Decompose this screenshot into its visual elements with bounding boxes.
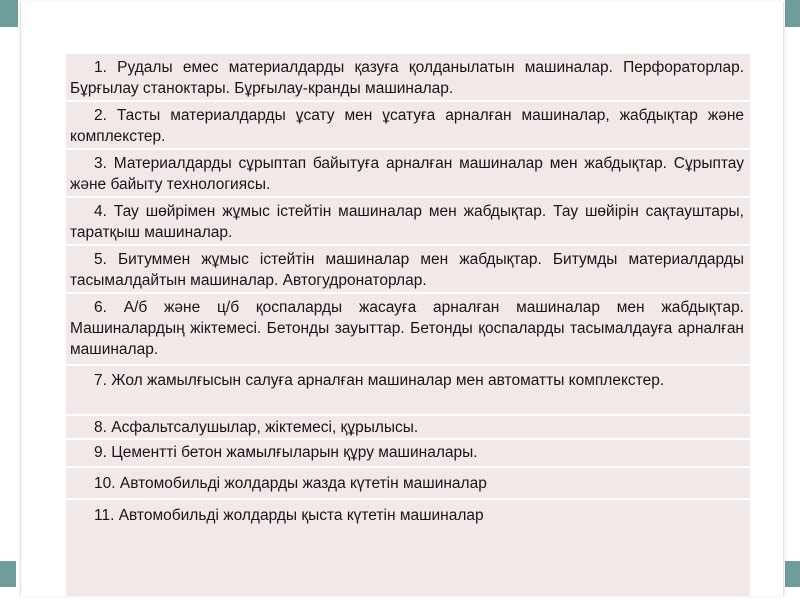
table-row xyxy=(66,198,750,246)
row-text: 2. Тасты материалдарды ұсату мен ұсатуға арналған машиналар, жабдықтар және комплекстер. xyxy=(70,107,744,145)
row-text: 11. Автомобильді жолдарды қыста күтетін машиналар xyxy=(94,507,484,524)
accent-bar-bottom-right xyxy=(785,561,800,587)
table-row xyxy=(66,246,750,294)
table-row xyxy=(66,468,750,500)
table-row xyxy=(66,440,750,468)
table-row xyxy=(66,500,750,596)
table-row xyxy=(66,150,750,198)
row-text: 9. Цементті бетон жамылғыларын құру машиналары. xyxy=(94,444,478,461)
table-row xyxy=(66,366,750,416)
row-text: 3. Материалдарды сұрыптап байытуға арналған машиналар мен жабдықтар. Сұрыптау және байыту технологиясы. xyxy=(70,155,744,193)
row-text: 5. Битуммен жұмыс істейтін машиналар мен жабдықтар. Битумды материалдарды тасымалдайтын машиналар. Автогудронаторлар. xyxy=(70,251,744,289)
table-row xyxy=(66,102,750,150)
topics-table xyxy=(66,54,750,596)
row-text: 8. Асфальтсалушылар, жіктемесі, құрылысы. xyxy=(94,419,419,436)
table-row xyxy=(66,294,750,366)
row-text: 6. А/б және ц/б қоспаларды жасауға арналған машиналар мен жабдықтар. Машиналардың жіктемесі. Бетонды зауыттар. Бетонды қоспаларды тасымалдауға арналған машиналар. xyxy=(70,299,744,358)
accent-bar-bottom-left xyxy=(0,561,16,587)
accent-bar-top-left xyxy=(0,0,18,27)
table-row xyxy=(66,416,750,440)
row-text: 4. Тау шөйрімен жұмыс істейтін машиналар мен жабдықтар. Тау шөйірін сақтауштары, таратқыш машиналар. xyxy=(70,203,744,241)
row-text: 1. Рудалы емес материалдарды қазуға қолданылатын машиналар. Перфораторлар. Бұрғылау станоктары. Бұрғылау-кранды машиналар. xyxy=(70,59,744,97)
accent-bar-top-right xyxy=(785,0,800,27)
row-text: 10. Автомобильді жолдарды жазда күтетін машиналар xyxy=(94,475,487,492)
table-row xyxy=(66,54,750,102)
row-text: 7. Жол жамылғысын салуға арналған машиналар мен автоматты комплекстер. xyxy=(94,372,665,389)
